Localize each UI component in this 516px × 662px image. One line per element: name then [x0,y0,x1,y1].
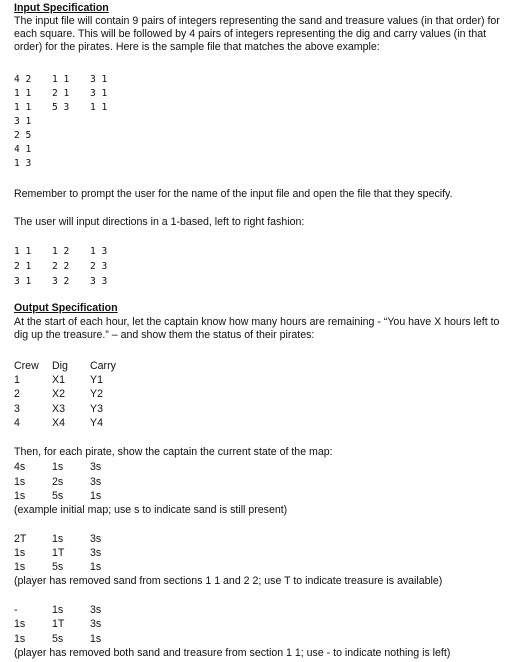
directions-note: The user will input directions in a 1-based, left to right fashion: [14,216,305,228]
map-cell: 5s [52,490,64,502]
crew-header-carry: Carry [90,360,116,372]
input-spec-description: The input file will contain 9 pairs of integers representing the sand and treasure values (in that order) for each square. This will be followed by 4 pairs of integers representing the dig and carry values (in that order) for the pirates. Here is the sample file that matches the above example: [14,15,500,53]
sample-value: 2 5 [14,130,32,141]
map-cell: 1s [52,604,64,616]
sample-value: 1 1 [14,102,32,113]
sample-value: 2 1 [52,88,70,99]
crew-cell: X2 [52,388,65,400]
direction-cell: 1 2 [52,246,70,257]
direction-cell: 3 3 [90,276,108,287]
sample-value: 5 3 [52,102,70,113]
map-cell: 3s [90,461,102,473]
crew-cell: Y2 [90,388,103,400]
prompt-note: Remember to prompt the user for the name of the input file and open the file that they specify. [14,188,453,200]
sample-value: 4 1 [14,144,32,155]
sample-value: 1 1 [14,88,32,99]
map-cell: 2s [52,476,64,488]
map-cell: 1s [14,547,26,559]
crew-cell: 4 [14,417,20,429]
map-caption: (player has removed both sand and treasure from section 1 1; use - to indicate nothing is left) [14,647,451,659]
sample-value: 3 1 [14,116,32,127]
sample-value: 4 2 [14,74,32,85]
map-cell: 3s [90,547,102,559]
crew-cell: X1 [52,374,65,386]
map-cell: 2T [14,533,27,545]
crew-cell: Y4 [90,417,103,429]
direction-cell: 1 3 [90,246,108,257]
map-cell: 4s [14,461,26,473]
map-cell: 1s [52,533,64,545]
map-cell: 1s [14,490,26,502]
map-cell: 3s [90,533,102,545]
crew-cell: 1 [14,374,20,386]
map-cell: 5s [52,633,64,645]
map-cell: 1T [52,547,65,559]
map-cell: 1s [90,490,102,502]
map-cell: - [14,604,18,616]
map-cell: 1s [14,476,26,488]
direction-cell: 2 3 [90,261,108,272]
sample-value: 3 1 [90,74,108,85]
direction-cell: 1 1 [14,246,32,257]
map-cell: 1s [14,561,26,573]
map-cell: 3s [90,604,102,616]
map-cell: 3s [90,618,102,630]
map-cell: 1s [90,561,102,573]
map-intro: Then, for each pirate, show the captain the current state of the map: [14,446,333,458]
sample-value: 1 1 [52,74,70,85]
map-cell: 1s [52,461,64,473]
map-caption: (player has removed sand from sections 1 1 and 2 2; use T to indicate treasure is available) [14,575,443,587]
output-spec-description: At the start of each hour, let the captain know how many hours are remaining - “You have X hours left to dig up the treasure.” – and show them the status of their pirates: [14,316,500,341]
direction-cell: 3 1 [14,276,32,287]
crew-header-dig: Dig [52,360,68,372]
map-cell: 1s [14,618,26,630]
crew-cell: 3 [14,403,20,415]
map-cell: 1T [52,618,65,630]
map-caption: (example initial map; use s to indicate sand is still present) [14,504,288,516]
sample-value: 3 1 [90,88,108,99]
input-spec-heading: Input Specification [14,2,109,14]
crew-cell: X4 [52,417,65,429]
crew-cell: 2 [14,388,20,400]
sample-value: 1 3 [14,158,32,169]
map-cell: 1s [90,633,102,645]
map-cell: 3s [90,476,102,488]
crew-cell: Y3 [90,403,103,415]
crew-header-crew: Crew [14,360,39,372]
direction-cell: 3 2 [52,276,70,287]
direction-cell: 2 2 [52,261,70,272]
sample-value: 1 1 [90,102,108,113]
direction-cell: 2 1 [14,261,32,272]
crew-cell: Y1 [90,374,103,386]
output-spec-heading: Output Specification [14,302,118,314]
map-cell: 5s [52,561,64,573]
map-cell: 1s [14,633,26,645]
crew-cell: X3 [52,403,65,415]
